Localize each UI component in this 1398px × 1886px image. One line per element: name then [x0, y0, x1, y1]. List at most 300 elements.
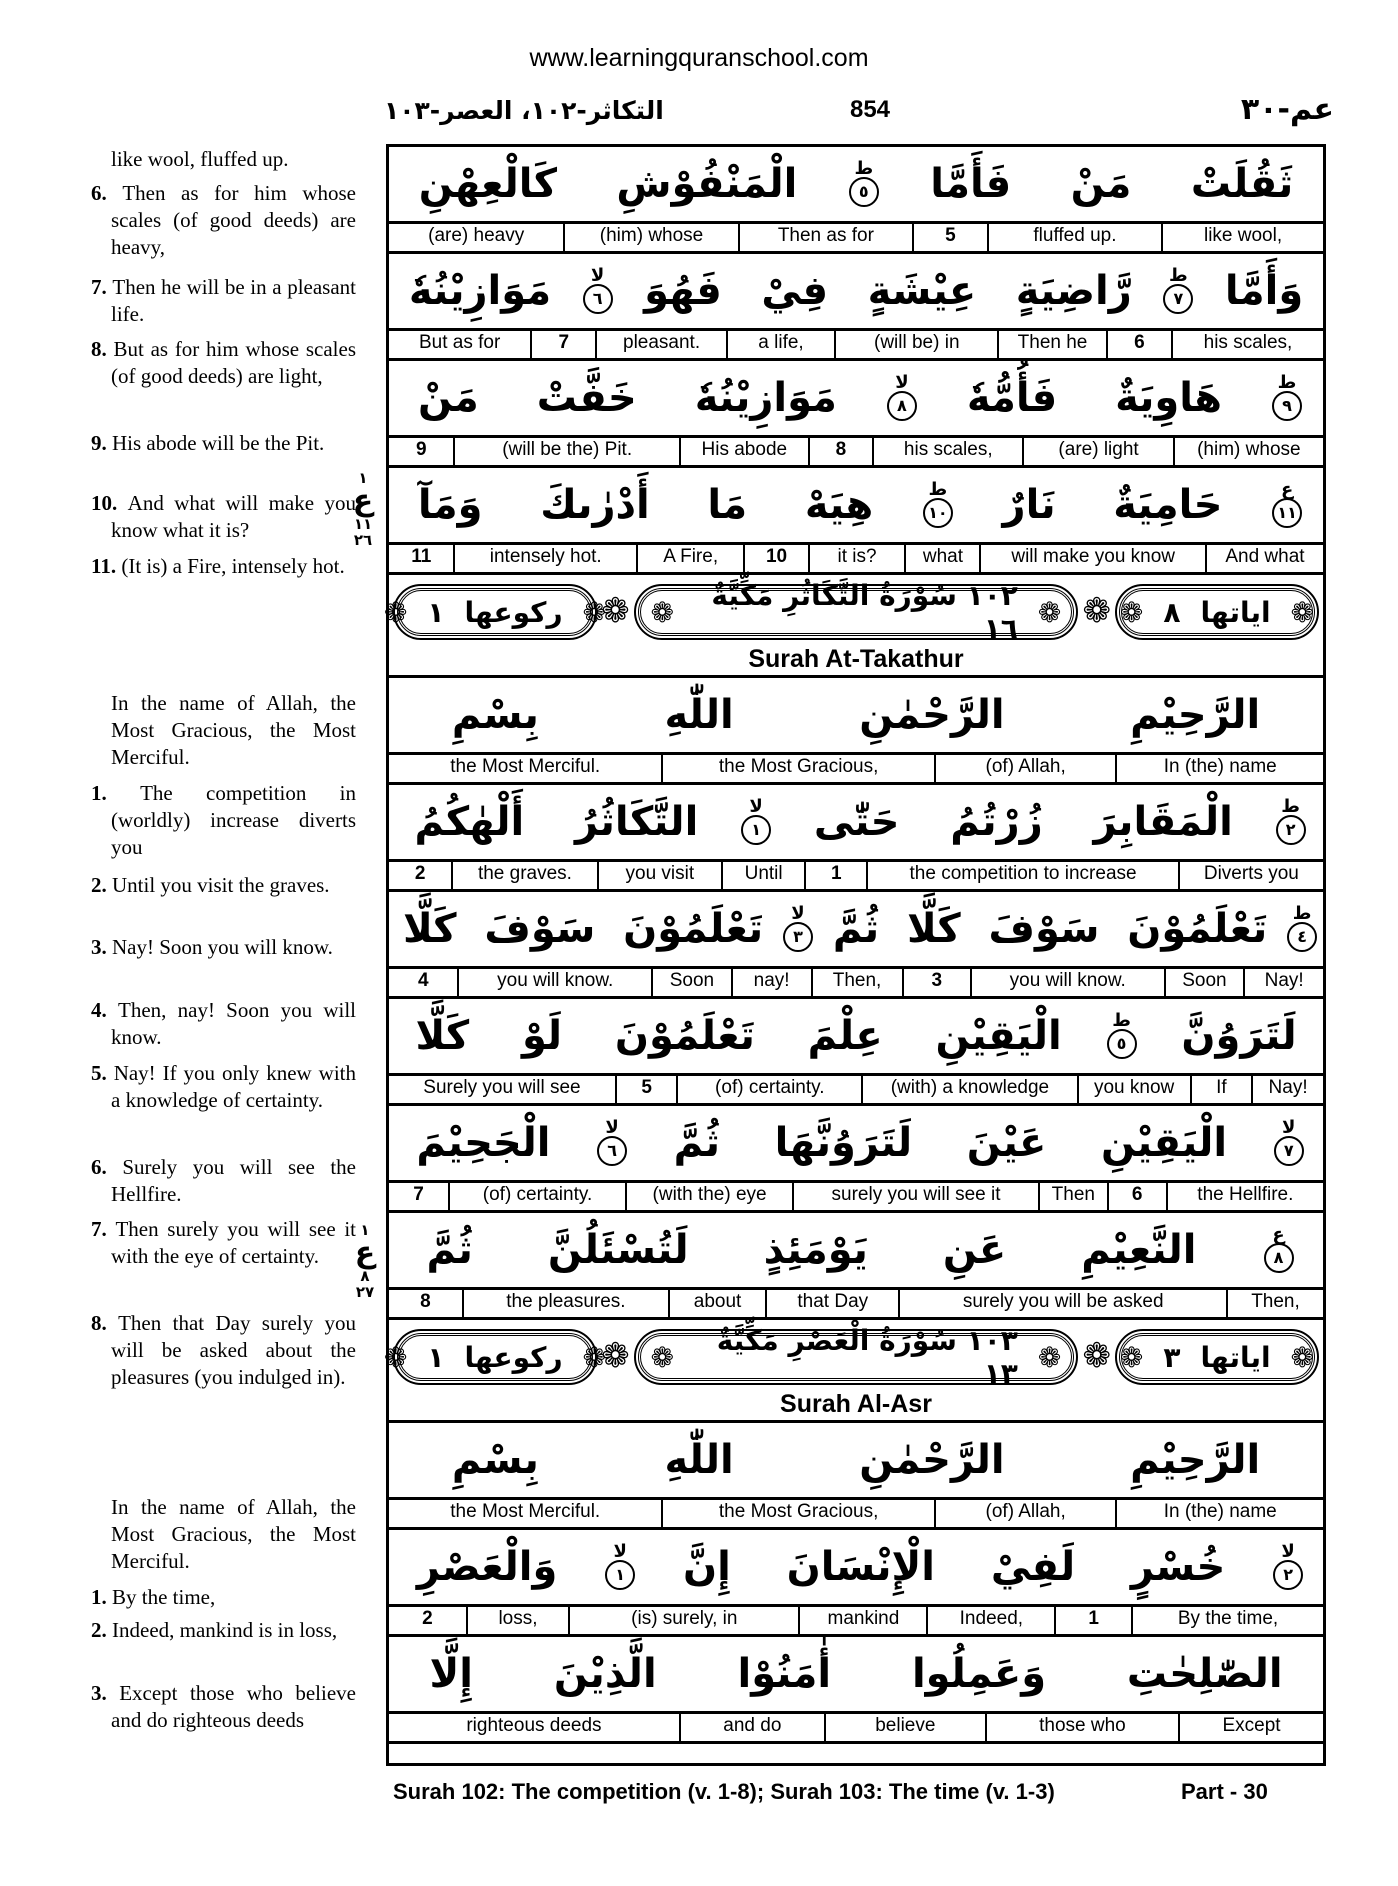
gloss-ayah-number: 1	[1054, 1607, 1131, 1634]
gloss-cell: (him) whose	[563, 224, 737, 251]
gloss-row	[389, 862, 1323, 892]
gloss-cell: fluffed up.	[987, 224, 1161, 251]
arabic-word: خَفَّتْ	[536, 375, 637, 421]
rosette-icon: ❁	[1037, 595, 1062, 629]
ornament-icon: ❁	[1082, 1338, 1111, 1375]
verse-text: But as for him whose scales (of good deeds) are light,	[111, 337, 357, 388]
verse-text: Except those who believe and do righteous deeds	[111, 1681, 356, 1732]
gloss-row	[389, 1183, 1323, 1213]
verse-text: Then he will be in a pleasant life.	[111, 275, 357, 326]
gloss-cell: surely you will see it	[792, 1183, 1038, 1210]
ayah-number-circle: ٥	[1107, 1029, 1137, 1059]
ruku-box	[383, 588, 607, 636]
gloss-cell: Then he	[997, 331, 1106, 358]
ayah-number-circle: ٦	[583, 284, 613, 314]
basmala-translation: In the name of Allah, the Most Gracious, the Most Merciful.	[111, 1495, 356, 1573]
surah-name-arabic: ١٠٢ سُوْرَةُ التَّكَاثُرِ مَكِّيَّةٌ ١٦	[711, 579, 1018, 645]
waqf-sign: لا	[791, 903, 805, 924]
waqf-sign: لا	[613, 1541, 627, 1562]
verse-end-marker	[1264, 1224, 1294, 1273]
arabic-word: اللّٰهِ	[664, 692, 734, 738]
ayah-number-circle: ٢	[1276, 815, 1306, 845]
gloss-cell: a life,	[726, 331, 835, 358]
ayat-box	[1119, 588, 1315, 636]
ayat-count: ٣	[1163, 1340, 1181, 1374]
ayah-number-circle: ٧	[1274, 1136, 1304, 1166]
verse-number: 1.	[91, 1585, 112, 1609]
verse-text: By the time,	[112, 1585, 216, 1609]
verse-end-marker	[1107, 1010, 1137, 1059]
gloss-cell: those who	[985, 1714, 1178, 1741]
gloss-cell: His abode	[679, 438, 808, 465]
translation-verse	[91, 336, 356, 390]
waqf-sign: لا	[590, 265, 605, 286]
verse-end-marker	[783, 903, 813, 952]
arabic-word: الْإِنْسَانَ	[786, 1544, 936, 1590]
gloss-cell: mankind	[798, 1607, 926, 1634]
verse-end-marker	[741, 796, 771, 845]
arabic-row	[389, 785, 1323, 862]
gloss-cell: In (the) name	[1115, 1500, 1323, 1527]
gloss-cell: loss,	[466, 1607, 568, 1634]
gloss-ayah-number: 1	[804, 862, 866, 889]
arabic-word: إِلَّا	[429, 1651, 473, 1697]
waqf-sign: لا	[895, 372, 909, 393]
verse-text: Then surely you will see it with the eye of certainty.	[111, 1217, 356, 1268]
gloss-row	[389, 1076, 1323, 1106]
arabic-word: مَوَازِيْنُهٗ	[694, 375, 837, 421]
verse-end-marker	[1274, 1117, 1304, 1166]
gloss-cell: Soon	[1164, 969, 1244, 996]
gloss-cell: Then,	[1226, 1290, 1323, 1317]
arabic-row	[389, 1106, 1323, 1183]
juz-label-arabic: عم-٣٠	[1240, 92, 1334, 127]
gloss-cell: (with the) eye	[625, 1183, 792, 1210]
arabic-word: اللّٰهِ	[664, 1437, 734, 1483]
arabic-word: كَالْعِهْنِ	[418, 161, 557, 207]
gloss-cell: righteous deeds	[466, 1715, 602, 1736]
rosette-icon: ❁	[1037, 1340, 1062, 1374]
ruku-marker	[350, 470, 376, 548]
ayah-number-circle: ٥	[849, 177, 879, 207]
verse-end-marker	[597, 1117, 627, 1166]
ayah-number-circle: ١٠	[923, 498, 953, 528]
gloss-cell: that Day	[765, 1290, 898, 1317]
gloss-ayah-number: 8	[420, 1291, 431, 1312]
surah-name-arabic: ١٠٣ سُوْرَةُ الْعَصْرِ مَكِّيَّةٌ ١٣	[716, 1324, 1018, 1390]
ayah-number-circle: ٤	[1287, 922, 1317, 952]
arabic-word: هَاوِيَةٌ	[1115, 375, 1223, 421]
waqf-sign: ط	[854, 158, 874, 179]
arabic-word: نَارٌ	[1002, 482, 1056, 528]
ayat-label: اياتها	[1200, 1340, 1271, 1374]
arabic-word: فَهُوَ	[644, 268, 722, 314]
arabic-word: الصّٰلِحٰتِ	[1126, 1651, 1283, 1697]
gloss-row	[389, 969, 1323, 999]
waqf-sign: لا	[1281, 1541, 1295, 1562]
gloss-cell: intensely hot.	[453, 545, 636, 572]
surah-names-arabic: التكاثر-١٠٢، العصر-١٠٣	[384, 96, 664, 125]
ruku-marker-top: ١	[358, 469, 368, 487]
translation-verse	[91, 1617, 356, 1644]
translation-verse	[91, 490, 356, 544]
ayah-number-circle: ١	[741, 815, 771, 845]
translation-verse	[91, 553, 356, 580]
surah-title: Surah At-Takathur	[748, 645, 964, 673]
gloss-cell: his scales,	[1171, 331, 1323, 358]
ruku-marker-mid: ع	[352, 483, 374, 518]
arabic-word: لَفِيْ	[990, 1544, 1076, 1590]
rosette-icon: ❁	[1290, 1340, 1315, 1374]
ruku-marker-mid: ع	[354, 1235, 376, 1270]
translation-verse	[91, 997, 356, 1051]
verse-continuation: like wool, fluffed up.	[111, 147, 289, 171]
waqf-sign: ع	[1281, 479, 1294, 500]
verse-end-marker	[605, 1541, 635, 1590]
gloss-cell: it is?	[808, 545, 905, 572]
arabic-word: فَأَمَّا	[930, 161, 1012, 207]
gloss-cell: (him) whose	[1173, 438, 1323, 465]
arabic-word: ثَقُلَتْ	[1190, 161, 1294, 207]
translation-verse	[91, 934, 356, 961]
arabic-word: وَالْعَصْرِ	[416, 1544, 558, 1590]
verse-number: 8.	[91, 1311, 119, 1335]
rosette-icon: ❁	[582, 595, 607, 629]
gloss-cell: you will know.	[457, 969, 651, 996]
arabic-word: بِسْمِ	[451, 1437, 539, 1483]
arabic-word: مَنْ	[418, 375, 479, 421]
gloss-cell: Diverts you	[1178, 862, 1323, 889]
arabic-word: كَلَّا	[907, 906, 961, 952]
arabic-word: لَتَرَوُنَّ	[1181, 1013, 1297, 1059]
ornament-icon: ❁	[601, 593, 630, 630]
surah-header-banner	[383, 1320, 1323, 1423]
gloss-ayah-number: 11	[411, 546, 432, 567]
arabic-row	[389, 1530, 1323, 1607]
verse-end-marker	[1273, 1541, 1303, 1590]
gloss-cell: (of) certainty.	[448, 1183, 625, 1210]
translation-verse	[91, 1216, 356, 1270]
verse-text: Indeed, mankind is in loss,	[112, 1618, 338, 1642]
arabic-word: الرَّحْمٰنِ	[859, 692, 1005, 738]
arabic-word: الْمَنْفُوْشِ	[616, 161, 798, 207]
verse-text: Until you visit the graves.	[112, 873, 330, 897]
rosette-icon: ❁	[1119, 1340, 1144, 1374]
verse-end-marker	[1272, 372, 1302, 421]
arabic-word: رَّاضِيَةٍ	[1015, 268, 1132, 314]
gloss-ayah-number: 7	[413, 1184, 424, 1205]
arabic-word: الرَّحْمٰنِ	[859, 1437, 1005, 1483]
gloss-cell: the graves.	[451, 862, 596, 889]
verse-number: 1.	[91, 781, 141, 805]
arabic-word: وَأَمَّا	[1224, 268, 1304, 314]
arabic-word: خُسْرٍ	[1130, 1544, 1226, 1590]
arabic-word: الرَّحِيْمِ	[1130, 692, 1261, 738]
arabic-word: الْمَقَابِرَ	[1093, 799, 1233, 845]
arabic-word: أٰمَنُوْا	[737, 1651, 832, 1697]
arabic-word: بِسْمِ	[451, 692, 539, 738]
gloss-ayah-number: 3	[902, 969, 970, 996]
gloss-cell: the pleasures.	[462, 1290, 668, 1317]
footer-part: Part - 30	[1181, 1779, 1268, 1804]
gloss-cell: his scales,	[872, 438, 1022, 465]
rosette-icon: ❁	[383, 595, 408, 629]
arabic-row	[389, 1213, 1323, 1290]
arabic-word: الْجَحِيْمَ	[416, 1120, 551, 1166]
arabic-word: ثُمَّ	[673, 1120, 721, 1166]
arabic-word: تَعْلَمُوْنَ	[623, 906, 764, 952]
translation-verse	[91, 180, 356, 261]
gloss-row	[389, 1714, 1323, 1744]
word-by-word-panel	[383, 144, 1326, 1766]
gloss-cell: A Fire,	[636, 545, 743, 572]
gloss-ayah-number: 2	[414, 863, 426, 884]
gloss-cell: And what	[1205, 545, 1323, 572]
verse-number: 6.	[91, 1155, 123, 1179]
translation-verse	[91, 872, 356, 899]
page-number: 854	[849, 96, 891, 123]
gloss-cell: Surely you will see	[423, 1077, 581, 1098]
verse-end-marker	[583, 265, 613, 314]
gloss-cell: you know	[1077, 1076, 1190, 1103]
arabic-row	[389, 468, 1323, 545]
verse-end-marker	[849, 158, 879, 207]
verse-text: Surely you will see the Hellfire.	[111, 1155, 357, 1206]
gloss-cell: Then	[1038, 1183, 1107, 1210]
verse-number: 3.	[91, 935, 112, 959]
arabic-word: كَلَّا	[415, 1013, 470, 1059]
ayah-number-circle: ٢	[1273, 1560, 1303, 1590]
ornament-icon: ❁	[1082, 593, 1111, 630]
gloss-cell: Then as for	[738, 224, 912, 251]
verse-number: 3.	[91, 1681, 120, 1705]
gloss-row	[389, 438, 1323, 468]
verse-number: 7.	[91, 275, 113, 299]
translation-verse	[91, 430, 356, 457]
rosette-icon: ❁	[1119, 595, 1144, 629]
ruku-marker-bottom: ٢٧	[355, 1283, 375, 1301]
arabic-word: الَّذِيْنَ	[553, 1651, 657, 1697]
verse-number: 8.	[91, 337, 114, 361]
translation-verse	[91, 780, 356, 861]
arabic-row	[389, 999, 1323, 1076]
gloss-cell: Indeed,	[926, 1607, 1054, 1634]
gloss-ayah-number: 5	[615, 1076, 677, 1103]
arabic-word: أَلْهٰكُمُ	[414, 799, 525, 845]
ruku-count: ١	[427, 1340, 445, 1374]
verse-text: Nay! Soon you will know.	[112, 935, 333, 959]
ruku-marker-num: ٨	[360, 1267, 370, 1285]
gloss-cell: what	[904, 545, 979, 572]
gloss-row	[389, 1607, 1323, 1637]
arabic-word: ثُمَّ	[426, 1227, 473, 1273]
ruku-marker-num: ١١	[353, 515, 373, 533]
arabic-row	[389, 147, 1323, 224]
arabic-row	[389, 254, 1323, 331]
rosette-icon: ❁	[582, 1340, 607, 1374]
arabic-row	[389, 1637, 1323, 1714]
gloss-cell: (will be) in	[834, 331, 997, 358]
verse-number: 9.	[91, 431, 112, 455]
gloss-ayah-number: 4	[417, 970, 429, 991]
arabic-word: وَعَمِلُوا	[911, 1651, 1047, 1697]
arabic-word: عِيْشَةٍ	[867, 268, 977, 314]
waqf-sign: ع	[1272, 1224, 1285, 1245]
gloss-ayah-number: 6	[1106, 331, 1171, 358]
verse-number: 2.	[91, 1618, 112, 1642]
gloss-row	[389, 331, 1323, 361]
translation-verse	[91, 1060, 356, 1114]
arabic-word: يَوْمَئِذٍ	[763, 1227, 868, 1273]
gloss-cell: will make you know	[979, 545, 1204, 572]
gloss-cell: Until	[721, 862, 804, 889]
gloss-cell: (will be the) Pit.	[453, 438, 678, 465]
arabic-word: عَنِ	[942, 1227, 1007, 1273]
surah-header-banner	[383, 575, 1323, 678]
waqf-sign: ط	[1292, 903, 1312, 924]
site-url: www.learningquranschool.com	[529, 44, 869, 72]
gloss-cell: pleasant.	[595, 331, 725, 358]
verse-text: Then as for him whose scales (of good deeds) are heavy,	[111, 181, 356, 259]
arabic-word: عِلْمَ	[807, 1013, 883, 1059]
arabic-word: لَوْ	[521, 1013, 563, 1059]
rosette-icon: ❁	[650, 595, 675, 629]
verse-text: His abode will be the Pit.	[112, 431, 325, 455]
arabic-word: وَمَآ	[417, 482, 483, 528]
gloss-cell: (of) certainty.	[676, 1076, 861, 1103]
gloss-cell: the Most Gracious,	[661, 755, 933, 782]
gloss-ayah-number: 2	[422, 1608, 433, 1629]
arabic-word: حَتّٰى	[813, 799, 900, 845]
arabic-word: سَوْفَ	[988, 906, 1100, 952]
verse-end-marker	[1276, 796, 1306, 845]
arabic-word: الرَّحِيْمِ	[1130, 1437, 1261, 1483]
gloss-row	[389, 545, 1323, 575]
surah-title: Surah Al-Asr	[780, 1390, 932, 1418]
arabic-word: تَعْلَمُوْنَ	[614, 1013, 755, 1059]
gloss-cell: Then,	[811, 969, 902, 996]
ayat-count: ٨	[1163, 595, 1181, 629]
verse-text: Nay! If you only knew with a knowledge of certainty.	[111, 1061, 356, 1112]
arabic-word: سَوْفَ	[484, 906, 596, 952]
rosette-icon: ❁	[383, 1340, 408, 1374]
translation-verse	[91, 274, 356, 328]
gloss-cell: Nay!	[1251, 1076, 1323, 1103]
waqf-sign: ط	[928, 479, 948, 500]
arabic-word: مَوَازِيْنُهٗ	[408, 268, 552, 314]
ayah-number-circle: ٨	[887, 391, 917, 421]
gloss-row	[389, 1500, 1323, 1530]
ruku-label: ركوعها	[464, 1340, 563, 1374]
gloss-cell: But as for	[419, 332, 501, 353]
translation-verse	[91, 1310, 356, 1391]
gloss-cell: surely you will be asked	[898, 1290, 1226, 1317]
gloss-cell: the Most Gracious,	[661, 1500, 933, 1527]
arabic-word: التَّكَاثُرُ	[575, 799, 699, 845]
arabic-row	[389, 361, 1323, 438]
ayah-number-circle: ٨	[1264, 1243, 1294, 1273]
ayah-number-circle: ٣	[783, 922, 813, 952]
gloss-ayah-number: 5	[912, 224, 987, 251]
gloss-cell: Except	[1178, 1714, 1323, 1741]
gloss-cell: like wool,	[1161, 224, 1323, 251]
translation-verse	[91, 1154, 356, 1208]
verse-number: 7.	[91, 1217, 116, 1241]
surah-name-box	[638, 579, 1075, 645]
ayah-number-circle: ٦	[597, 1136, 627, 1166]
gloss-cell: Nay!	[1243, 969, 1323, 996]
arabic-word: النَّعِيْمِ	[1081, 1227, 1197, 1273]
gloss-cell: If	[1190, 1076, 1252, 1103]
gloss-cell: (are) light	[1022, 438, 1172, 465]
ruku-box	[383, 1333, 607, 1381]
arabic-word: فِيْ	[761, 268, 829, 314]
arabic-row	[389, 1423, 1323, 1500]
arabic-word: إِنَّ	[682, 1544, 731, 1590]
arabic-word: زُرْتُمُ	[950, 799, 1043, 845]
rosette-icon: ❁	[1290, 595, 1315, 629]
gloss-cell: and do	[679, 1714, 824, 1741]
verse-text: And what will make you know what it is?	[111, 491, 356, 542]
verse-number: 11.	[91, 554, 122, 578]
arabic-word: ثُمَّ	[832, 906, 880, 952]
gloss-ayah-number: 10	[743, 545, 807, 572]
gloss-row	[389, 755, 1323, 785]
verse-text: The competition in (worldly) increase diverts you	[111, 781, 357, 859]
waqf-sign: لا	[749, 796, 763, 817]
verse-end-marker	[1163, 265, 1193, 314]
gloss-cell: the Most Merciful.	[450, 756, 601, 777]
gloss-ayah-number: 7	[530, 331, 595, 358]
gloss-row	[389, 224, 1323, 254]
gloss-row	[389, 1290, 1323, 1320]
arabic-word: أَدْرٰىكَ	[540, 482, 650, 528]
verse-end-marker	[887, 372, 917, 421]
gloss-ayah-number: 8	[808, 438, 872, 465]
footer-caption: Surah 102: The competition (v. 1-8); Surah 103: The time (v. 1-3)	[393, 1779, 1055, 1804]
arabic-word: الْيَقِيْنِ	[935, 1013, 1062, 1059]
verse-number: 2.	[91, 873, 112, 897]
gloss-cell: (of) Allah,	[934, 755, 1116, 782]
ruku-marker-top: ١	[360, 1221, 370, 1239]
ruku-marker-bottom: ٢٦	[353, 531, 373, 549]
gloss-cell: nay!	[731, 969, 811, 996]
gloss-cell: By the time,	[1131, 1607, 1323, 1634]
arabic-word: مَنْ	[1070, 161, 1132, 207]
translation-verse	[91, 1584, 356, 1611]
arabic-word: كَلَّا	[402, 906, 457, 952]
gloss-cell: (with) a knowledge	[861, 1076, 1077, 1103]
translation-verse	[91, 1680, 356, 1734]
verse-end-marker	[923, 479, 953, 528]
arabic-word: لَتَرَوُنَّهَا	[774, 1120, 913, 1166]
waqf-sign: لا	[1282, 1117, 1296, 1138]
basmala-translation: In the name of Allah, the Most Gracious, the Most Merciful.	[111, 691, 356, 769]
arabic-word: تَعْلَمُوْنَ	[1127, 906, 1268, 952]
waqf-sign: لا	[605, 1117, 619, 1138]
gloss-cell: In (the) name	[1115, 755, 1323, 782]
ayah-number-circle: ١١	[1272, 498, 1302, 528]
verse-end-marker	[1272, 479, 1302, 528]
arabic-row	[389, 892, 1323, 969]
arabic-word: حَامِيَةٌ	[1113, 482, 1223, 528]
ruku-count: ١	[427, 595, 445, 629]
gloss-cell: (is) surely, in	[568, 1607, 798, 1634]
gloss-cell: (of) Allah,	[934, 1500, 1116, 1527]
banner-frame	[383, 579, 1315, 645]
gloss-cell: (are) heavy	[428, 225, 525, 246]
gloss-cell: you visit	[597, 862, 722, 889]
